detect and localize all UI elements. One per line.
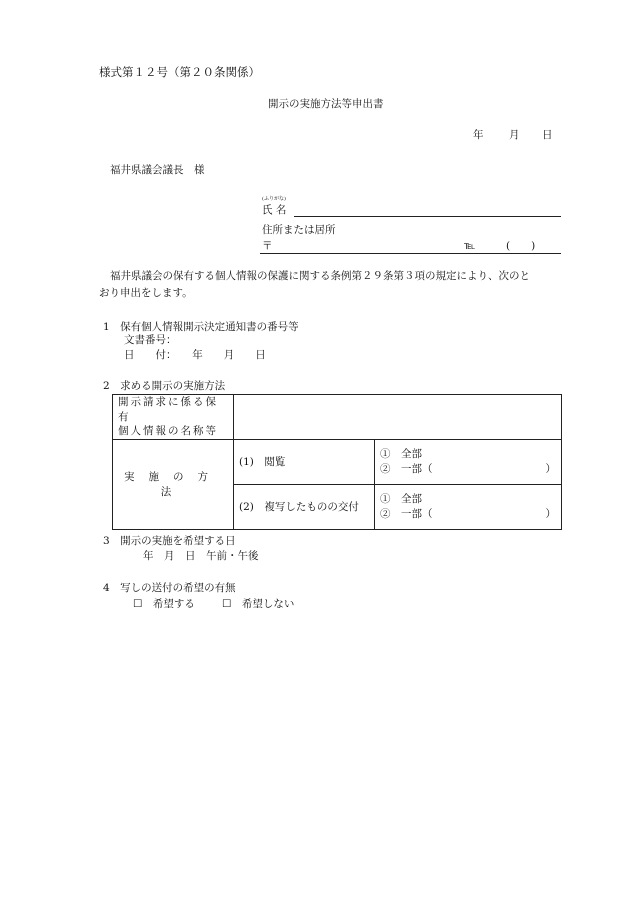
address-field[interactable] bbox=[260, 253, 561, 254]
applicant-name-label: 氏 名 bbox=[262, 204, 287, 216]
method-view-options[interactable] bbox=[375, 440, 562, 485]
date-year-label: 年 bbox=[473, 129, 484, 141]
form-number: 様式第１２号（第２０条関係） bbox=[99, 65, 260, 79]
copy-option-all[interactable]: ① 全部 bbox=[380, 493, 422, 506]
info-name-header: 開示請求に係る保有 個人情報の名称等 bbox=[113, 395, 234, 440]
postal-mark: 〒 bbox=[262, 240, 273, 252]
applicant-name-field[interactable] bbox=[294, 216, 561, 217]
addressee: 福井県議会議長 様 bbox=[110, 164, 205, 176]
view-option-all[interactable]: ① 全部 bbox=[380, 448, 422, 461]
section4-heading: 4 写しの送付の希望の有無 bbox=[103, 582, 236, 594]
page-title: 開示の実施方法等申出書 bbox=[268, 98, 384, 110]
doc-number-label: 文書番号： bbox=[124, 334, 177, 346]
method-copy: (2) 複写したものの交付 bbox=[234, 485, 375, 530]
section1-heading: 1 保有個人情報開示決定通知書の番号等 bbox=[103, 321, 299, 333]
option-no-delivery[interactable]: ☐ 希望しない bbox=[222, 598, 295, 610]
copy-option-part[interactable]: ② 一部（ ） bbox=[380, 508, 556, 521]
tel-area-paren: ( ) bbox=[506, 240, 536, 252]
intro-line-1: 福井県議会の保有する個人情報の保護に関する条例第２９条第３項の規定により、次のと bbox=[110, 270, 530, 282]
section3-heading: 3 開示の実施を希望する日 bbox=[103, 535, 236, 547]
info-name-field[interactable] bbox=[234, 395, 562, 440]
method-copy-options[interactable] bbox=[375, 485, 562, 530]
method-view: (1) 閲覧 bbox=[234, 440, 375, 485]
method-header: 実施の方法 bbox=[113, 440, 234, 530]
notice-date-label: 日 付： 年 月 日 bbox=[124, 349, 266, 361]
method-table bbox=[112, 394, 562, 530]
tel-mark: ℡ bbox=[464, 240, 476, 252]
intro-line-2: おり申出をします。 bbox=[99, 287, 193, 299]
section2-heading: 2 求める開示の実施方法 bbox=[103, 380, 226, 392]
furigana-label: (ふりがな) bbox=[262, 196, 286, 202]
view-option-part[interactable]: ② 一部（ ） bbox=[380, 463, 556, 476]
desired-date-line: 年 月 日 午前・午後 bbox=[143, 550, 259, 562]
date-month-label: 月 bbox=[509, 129, 520, 141]
address-label: 住所または居所 bbox=[262, 224, 336, 236]
option-want-delivery[interactable]: ☐ 希望する bbox=[133, 598, 195, 610]
date-day-label: 日 bbox=[542, 129, 553, 141]
